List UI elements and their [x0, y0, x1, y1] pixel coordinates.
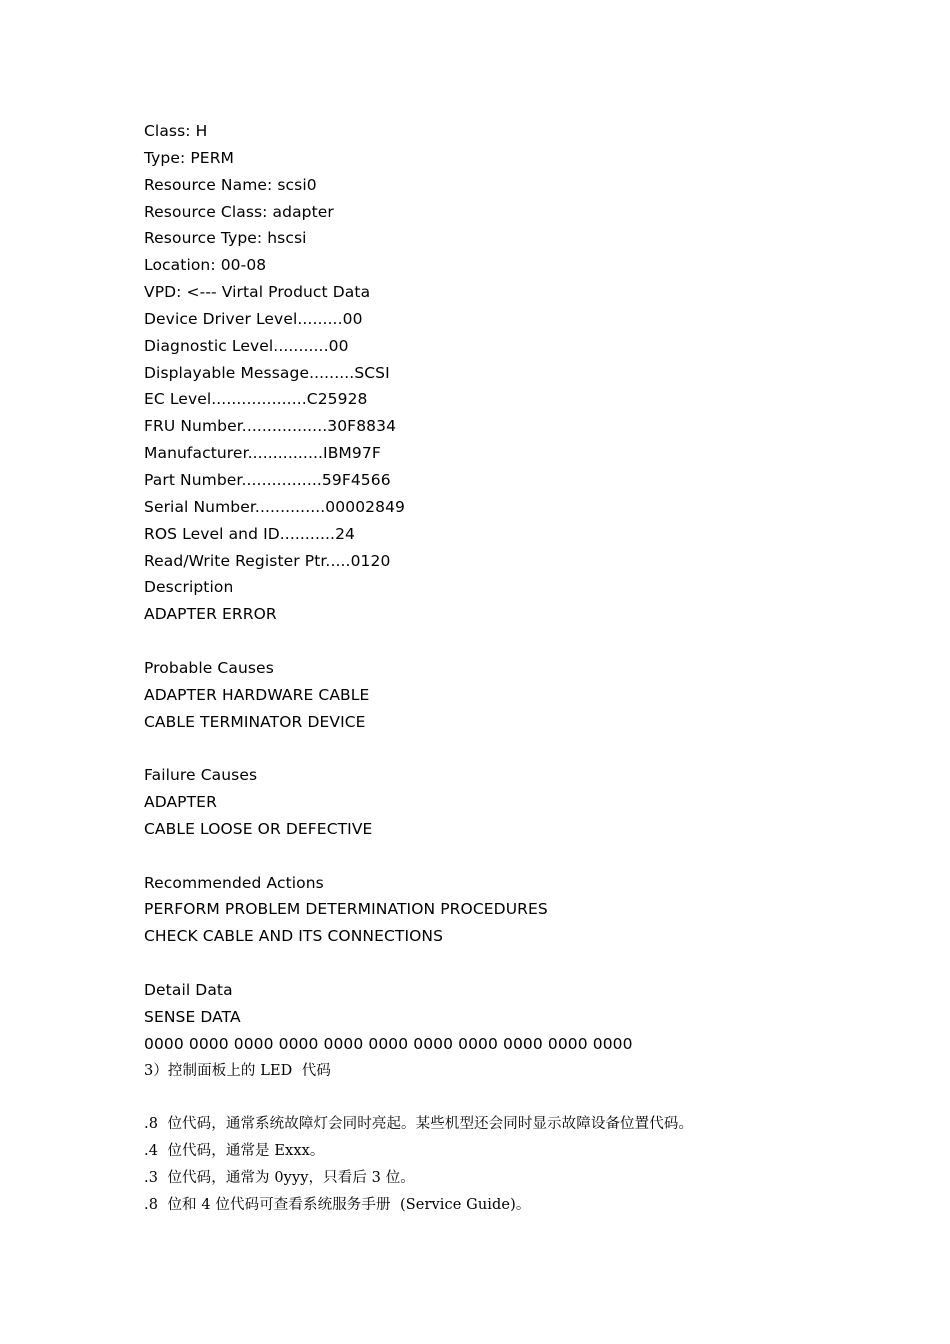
recommended-action-line: PERFORM PROBLEM DETERMINATION PROCEDURES: [144, 900, 548, 919]
description-line: ADAPTER ERROR: [144, 605, 277, 624]
field-ros-level: ROS Level and ID...........24: [144, 524, 355, 543]
field-resource-name: Resource Name: scsi0: [144, 175, 317, 194]
failure-causes-heading: Failure Causes: [144, 766, 258, 785]
led-note-line: .4 位代码，通常是 Exxx。: [144, 1143, 325, 1160]
spacer: [144, 843, 924, 870]
recommended-action-line: CHECK CABLE AND ITS CONNECTIONS: [144, 927, 444, 946]
field-serial-number: Serial Number..............00002849: [144, 497, 405, 516]
field-fru-number: FRU Number.................30F8834: [144, 417, 397, 436]
field-resource-type: Resource Type: hscsi: [144, 229, 307, 248]
failure-cause-line: ADAPTER: [144, 793, 217, 812]
sense-data-values: 0000 0000 0000 0000 0000 0000 0000 0000 0000 0000 0000: [144, 1034, 633, 1053]
field-part-number: Part Number................59F4566: [144, 470, 391, 489]
spacer: [144, 735, 924, 762]
probable-causes-heading: Probable Causes: [144, 658, 274, 677]
field-register-ptr: Read/Write Register Ptr.....0120: [144, 551, 391, 570]
field-class: Class: H: [144, 122, 208, 140]
field-resource-class: Resource Class: adapter: [144, 202, 334, 221]
spacer: [144, 628, 924, 655]
recommended-actions-heading: Recommended Actions: [144, 873, 324, 892]
led-note-line: .3 位代码，通常为 0yyy，只看后 3 位。: [144, 1169, 415, 1186]
field-device-driver-level: Device Driver Level.........00: [144, 309, 363, 328]
probable-cause-line: CABLE TERMINATOR DEVICE: [144, 712, 366, 731]
field-type: Type: PERM: [144, 148, 235, 167]
led-note-line: .8 位代码，通常系统故障灯会同时亮起。某些机型还会同时显示故障设备位置代码。: [144, 1116, 694, 1133]
probable-cause-line: ADAPTER HARDWARE CABLE: [144, 685, 370, 704]
spacer: [144, 950, 924, 977]
failure-cause-line: CABLE LOOSE OR DEFECTIVE: [144, 819, 373, 838]
sense-data-label: SENSE DATA: [144, 1007, 241, 1026]
error-log-content: [144, 118, 924, 1219]
field-ec-level: EC Level...................C25928: [144, 390, 368, 409]
spacer: [144, 1084, 924, 1111]
field-location: Location: 00-08: [144, 256, 267, 275]
field-displayable-message: Displayable Message.........SCSI: [144, 363, 390, 382]
detail-data-heading: Detail Data: [144, 981, 233, 999]
led-note-line: .8 位和 4 位代码可查看系统服务手册 (Service Guide)。: [144, 1196, 531, 1213]
description-heading: Description: [144, 578, 234, 597]
field-vpd: VPD: <--- Virtal Product Data: [144, 283, 371, 302]
field-manufacturer: Manufacturer...............IBM97F: [144, 444, 381, 463]
field-diagnostic-level: Diagnostic Level...........00: [144, 336, 349, 355]
led-section-heading: 3）控制面板上的 LED 代码: [144, 1062, 331, 1079]
